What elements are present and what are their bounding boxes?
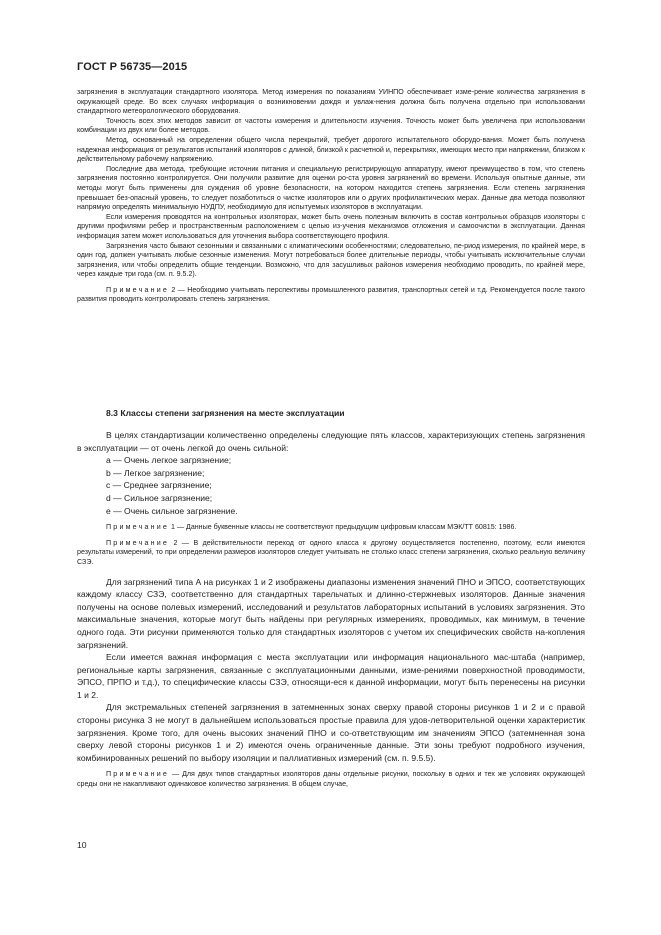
list-item: е — Очень сильное загрязнение. xyxy=(106,505,238,516)
note-2 xyxy=(77,539,585,568)
list-item: b — Легкое загрязнение; xyxy=(106,467,205,478)
list-item: d — Сильное загрязнение; xyxy=(106,492,213,503)
intro-paragraph: В целях стандартизации количественно определены следующие пять классов, характеризующих степень загрязнения в эксплуатации — от очень легкой до очень сильной: xyxy=(77,430,585,453)
page-number: 10 xyxy=(77,840,87,850)
paragraph: Загрязнения часто бывают сезонными и связанными с климатическими особенностями; следовательно, пе-риод измерения, по крайней мере, в один год, должен учитывать любые сезонные изменения. Могут потребоваться более длительные периоды, чтобы учитывать исключительные случаи загрязнения, или чтобы определить общие тенденции. Возможно, что для засушливых районов измерения необходимо проводить, по крайней мере, через каждые три года (см. п. 9.5.2). xyxy=(77,241,585,279)
note-text: 1 — Данные буквенные классы не соответствуют предыдущим цифровым классам МЭК/ТТ 60815: 1986. xyxy=(169,523,517,532)
upper-text-block xyxy=(77,88,585,305)
paragraph: Для экстремальных степеней загрязнения в затемненных зонах сверху правой стороны рисунков 1 и 2 и с правой стороны рисунка 3 не могут в дальнейшем использоваться простые правила для удов-летворительной оценки характеристик загрязнения. Кроме того, для очень высоких значений ПНО и со-ответствующим им значениям ЭПСО (затемненная зона сверху левой стороны рисунков 1 и 2) имеются очень ограниченные данные. Эти зоны требуют подробного изучения, комбинированных решений по выбору изоляции и паллиативных измерений (см. п. 9.5.5). xyxy=(77,702,585,763)
final-note xyxy=(77,770,585,789)
paragraph: Метод, основанный на определении общего числа перекрытий, требует дорогого испытательного оборудо-вания. Может быть получена надежная информация от результатов испытаний изоляторов с длиной, близкой к расчетной и, перекрытиях, имеющих место при напряжении, близком к действительному рабочему напряжению. xyxy=(77,135,585,164)
paragraph: Последние два метода, требующие источник питания и специальную регистрирующую аппаратуру, имеют преимущество в том, что степень загрязнения постоянно контролируется. Они получили развитие для оценки ро-ста уровня загрязнений во времени. Используя опытные данные, эти методы могут быть применены для суждения об уровне безопасности, на котором находится степень загрязнения. Если степень загрязнения превышает без-опасный уровень, то следует позаботиться о чистке изоляторов или о других профилактических мерах. Данные два метода позволяют напрямую определять минимальную НУДПУ, необходимую для испытуемых изоляторов в эксплуатации. xyxy=(77,164,585,212)
note-label: Примечание xyxy=(106,285,170,294)
note-text: 2 — Необходимо учитывать перспективы промышленного развития, транспортных сетей и т.д. Рекомендуется после такого развития проводить контролировать степень загрязнения. xyxy=(77,285,585,304)
paragraph: Если измерения проводятся на контрольных изоляторах, может быть очень полезным включить в состав контрольных образцов изоляторы с другими профилями ребер и пространственным расположением с целью из-учения механизмов отложения и самоочистки в эксплуатации. Данная информация затем может использоваться для уточнения выбора соответствующего профиля. xyxy=(77,212,585,240)
document-header: ГОСТ Р 56735—2015 xyxy=(77,61,188,73)
pollution-class-list xyxy=(77,454,585,517)
note-1 xyxy=(77,523,585,533)
section-heading: 8.3 Классы степени загрязнения на месте эксплуатации xyxy=(106,408,345,418)
paragraph: загрязнения в эксплуатации стандартного изолятора. Метод измерения по показаниям УИНПО обеспечивает изме-рение количества загрязнения в окружающей среде. Во всех случаях информация о возникновении дождя и увлаж-нения должна быть получена отдельно при использовании стандартного метеорологического оборудования. xyxy=(77,88,585,116)
note-label: Примечание xyxy=(106,523,170,532)
paragraph: Если имеется важная информация с места эксплуатации или информация национального мас-штаба (например, региональные карты загрязнения, связанные с эксплуатационными данными, изме-рениями поверхностной проводимости, ЭПСО, ПРПО и т.д.), то специфические классы СЗЭ, относящи-еся к данной информации, могут быть перенесены на рисунки 1 и 2. xyxy=(77,652,585,700)
note-text: 2 — В действительности переход от одного класса к другому осуществляется постепенно, поэтому, если имеются результаты измерений, то при определении размеров изоляторов следует учитывать не столько класс степени загрязнения, сколько реальную величину СЗЭ. xyxy=(77,538,585,566)
note-label: Примечание xyxy=(106,770,170,779)
list-item: а — Очень легкое загрязнение; xyxy=(106,455,232,466)
note-text: — Для двух типов стандартных изоляторов даны отдельные рисунки, поскольку в одних и тех же условиях окружающей среды они не накапливают одинаковое количество загрязнения. В общем случае, xyxy=(77,770,585,789)
list-item: с — Среднее загрязнение; xyxy=(106,480,212,491)
paragraph: Точность всех этих методов зависит от частоты измерения и длительности изучения. Точность может быть увеличена при использовании комбинации из двух или более методов. xyxy=(77,116,585,135)
note-label: Примечание xyxy=(106,538,170,547)
lower-text-block xyxy=(77,429,585,790)
note-2-top xyxy=(77,286,585,305)
paragraph: Для загрязнений типа А на рисунках 1 и 2 изображены диапазоны изменения значений ПНО и ЭПСО, соответствующих каждому классу СЗЭ, соответственно для стандартных тарельчатых и длинно-стержневых изоляторов. Данные значения получены на основе полевых измерений, исследований и результатов лабораторных испытаний в условиях загрязнения. Это максимальные значения, которые могут быть найдены при регулярных измерениях, проводимых, как минимум, в течение одного года. Эти рисунки применяются только для стандартных изоляторов с учетом их специфических свойств на-копления загрязнений. xyxy=(77,576,585,650)
